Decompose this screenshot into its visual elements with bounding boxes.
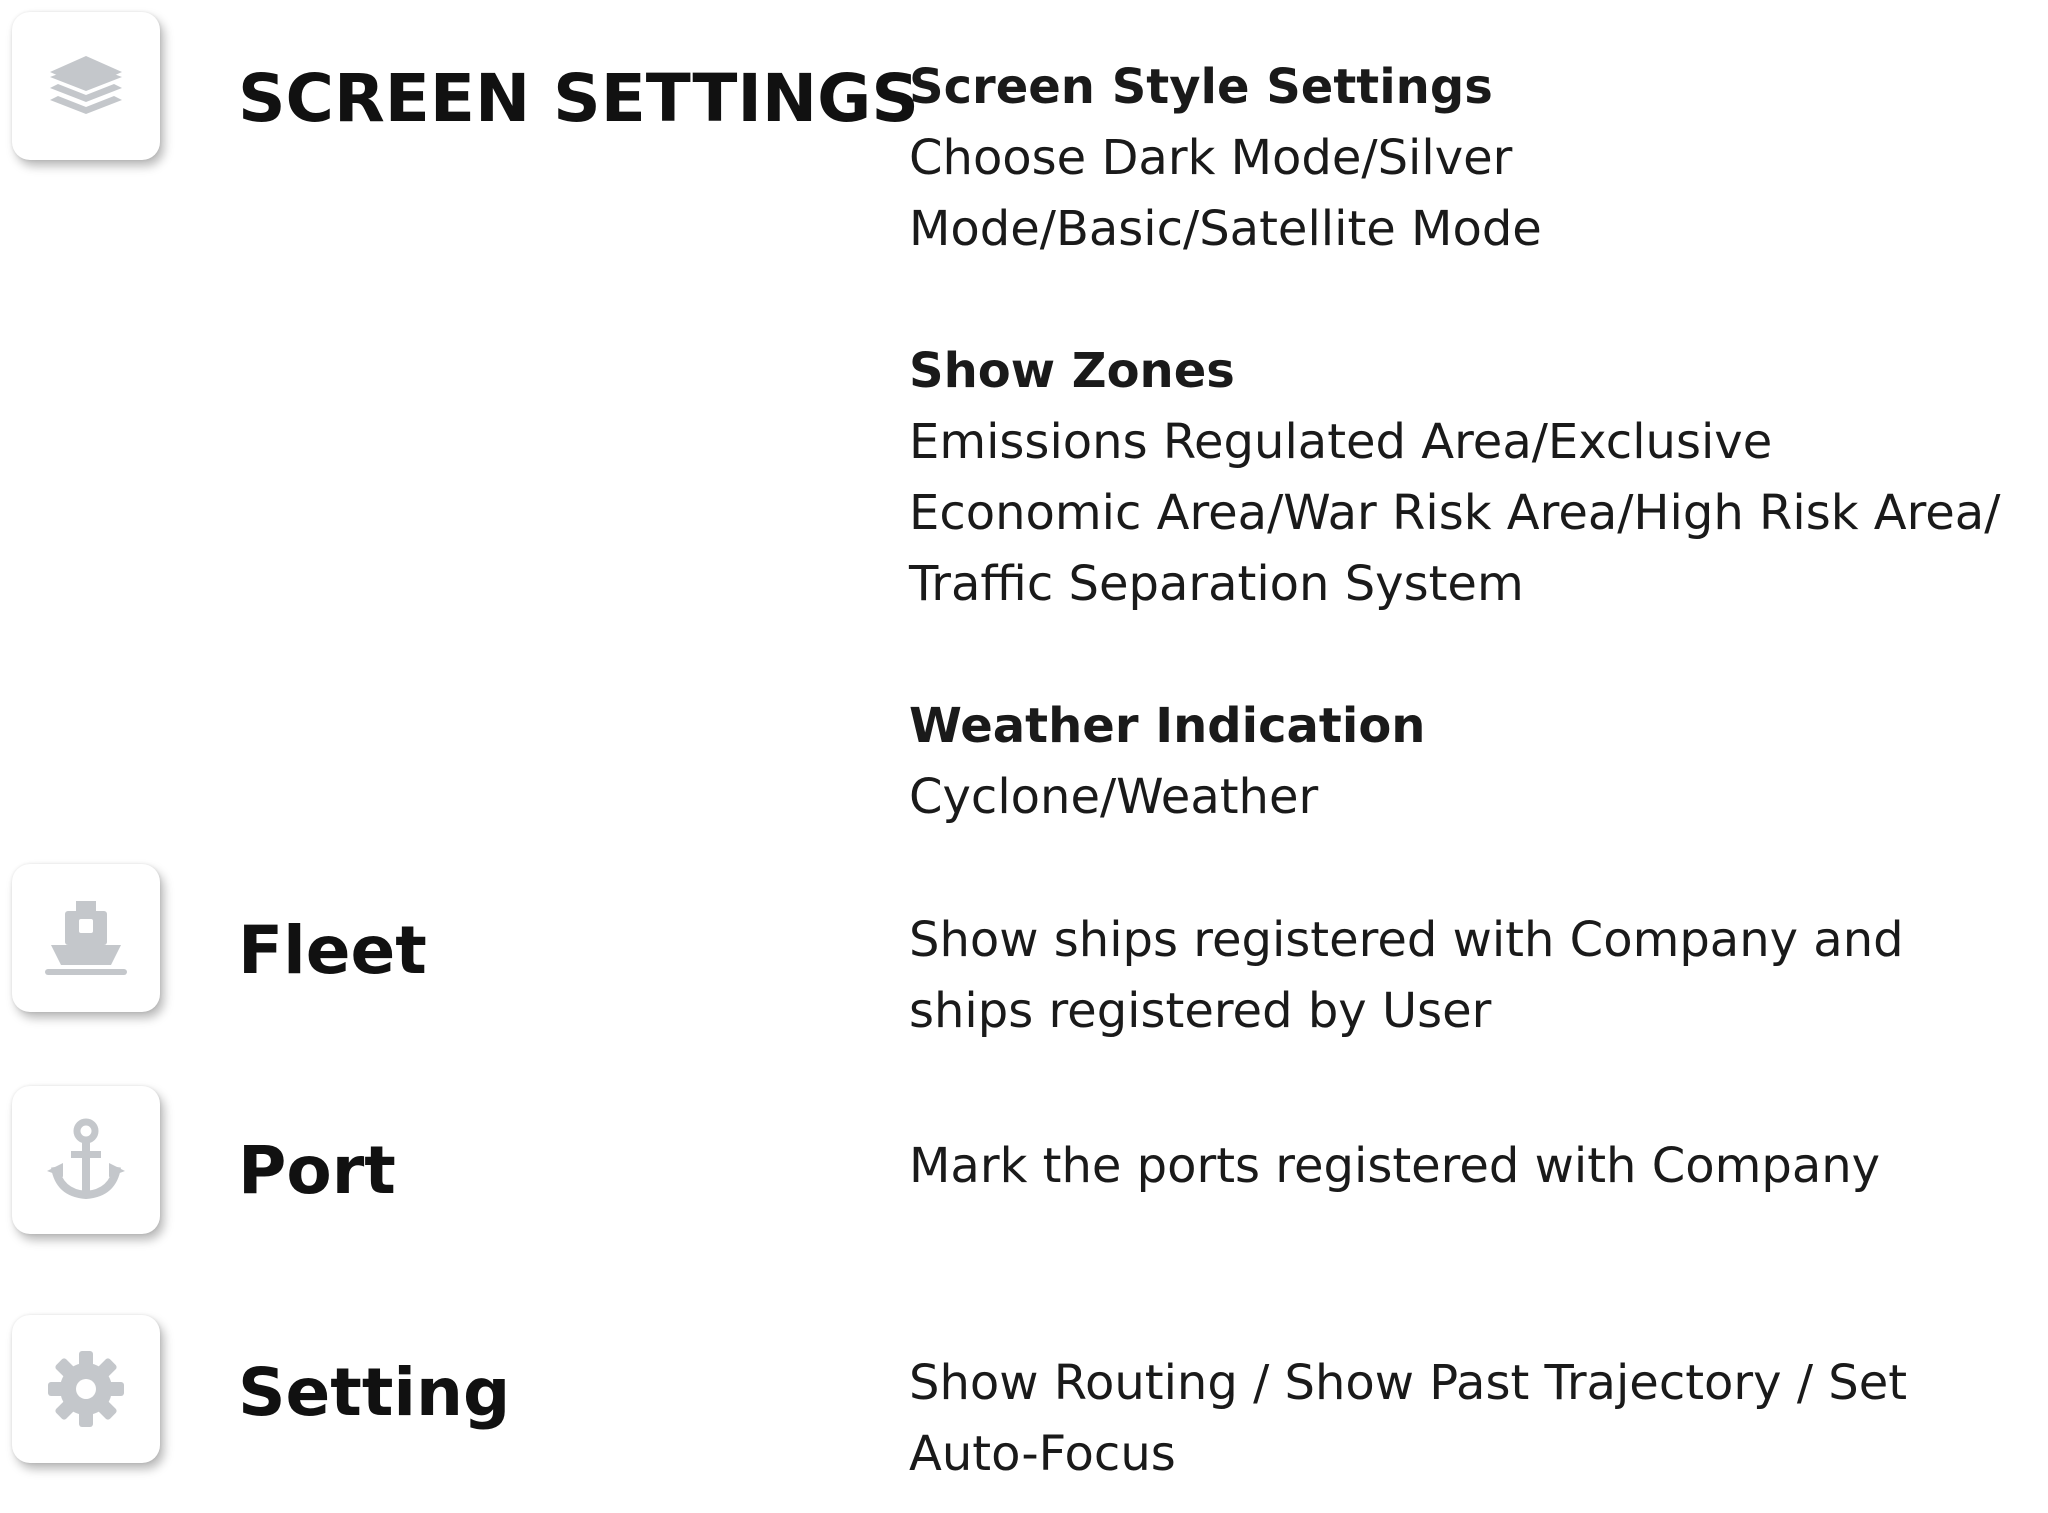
description-line: Mark the ports registered with Company [909,1138,1881,1194]
section-line: Choose Dark Mode/Silver [909,130,1513,186]
show-zones-section [909,336,2039,620]
section-line: Mode/Basic/Satellite Mode [909,201,1542,257]
fleet-title: Fleet [238,912,427,989]
section-title: Show Zones [909,343,1235,399]
screen-settings-title: SCREEN SETTINGS [238,60,919,137]
setting-description [909,1348,2039,1490]
gear-icon [44,1347,128,1431]
section-title: Weather Indication [909,698,1426,754]
fleet-button[interactable] [12,864,160,1012]
description-line: ships registered by User [909,983,1492,1039]
description-line: Show Routing / Show Past Trajectory / Set [909,1355,1908,1411]
anchor-icon [41,1115,131,1205]
description-line: Auto-Focus [909,1426,1176,1482]
description-line: Show ships registered with Company and [909,912,1904,968]
layers-icon [44,44,128,128]
screen-style-settings-section [909,52,2039,265]
port-description [909,1131,2039,1202]
section-line: Emissions Regulated Area/Exclusive [909,414,1773,470]
setting-button[interactable] [12,1315,160,1463]
section-line: Economic Area/War Risk Area/High Risk Area/ [909,485,2001,541]
ship-icon [41,893,131,983]
setting-title: Setting [238,1354,511,1431]
section-line: Traffic Separation System [909,556,1524,612]
screen-settings-button[interactable] [12,12,160,160]
port-title: Port [238,1132,396,1209]
section-title: Screen Style Settings [909,59,1493,115]
screen-settings-description [909,52,2039,833]
port-button[interactable] [12,1086,160,1234]
weather-indication-section [909,691,2039,833]
fleet-description [909,905,2039,1047]
section-line: Cyclone/Weather [909,769,1319,825]
